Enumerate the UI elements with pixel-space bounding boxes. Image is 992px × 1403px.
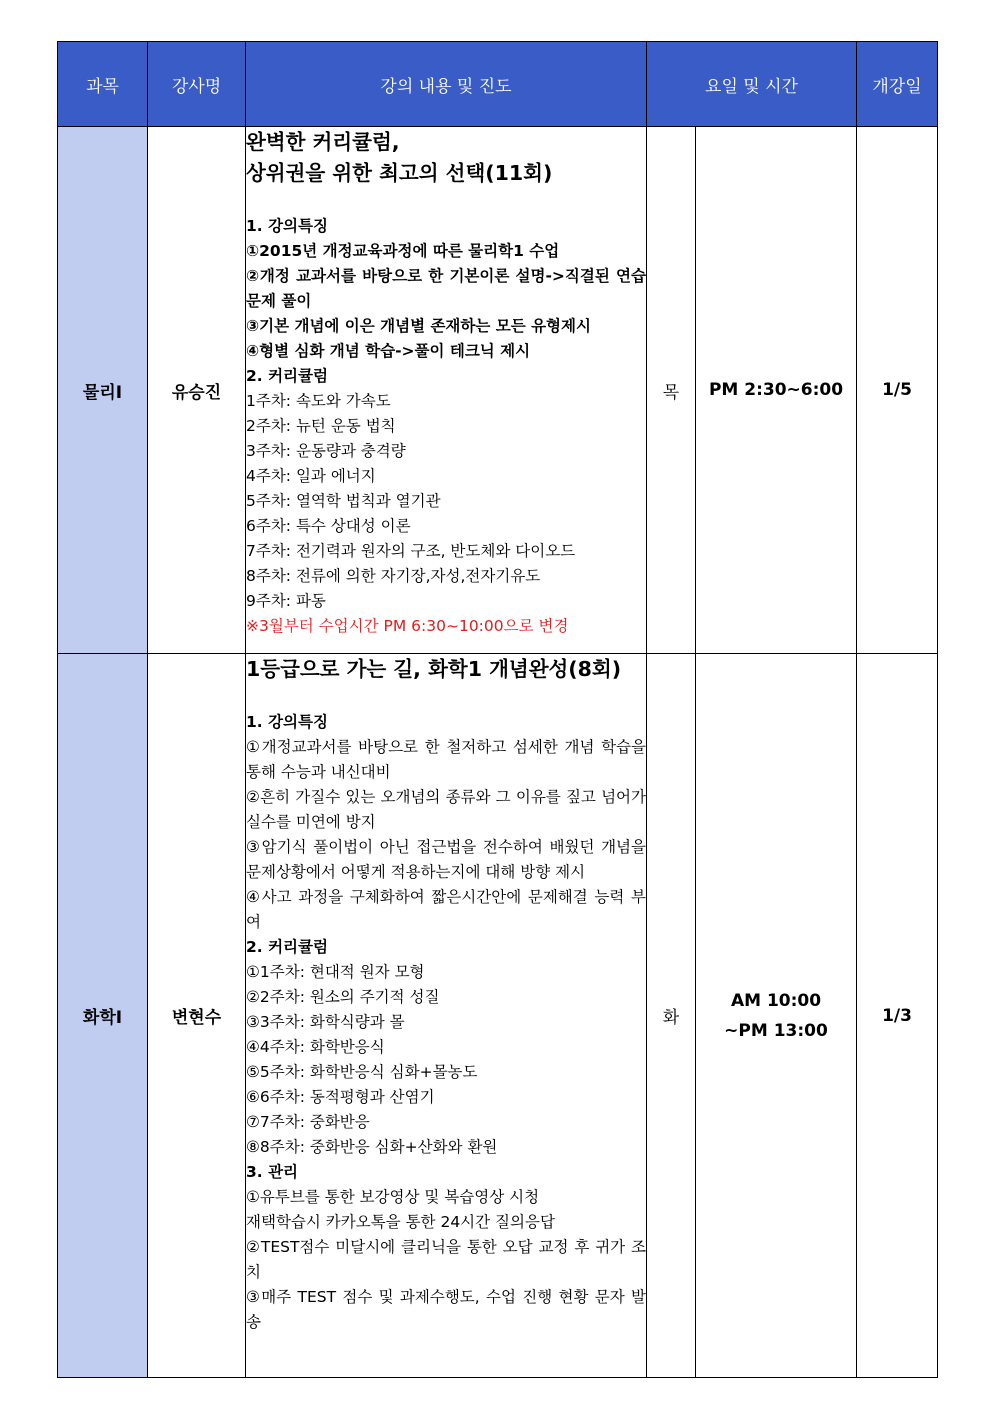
header-instructor: 강사명 [148, 42, 246, 127]
curriculum-item: 1주차: 속도와 가속도 [246, 392, 391, 410]
course-content [246, 127, 647, 654]
feature-item: ①개정교과서를 바탕으로 한 철저하고 섬세한 개념 학습을 통해 수능과 내신대비 [246, 738, 646, 781]
instructor-cell: 유승진 [148, 127, 246, 654]
features-heading: 1. 강의특징 [246, 217, 328, 235]
curriculum-item: ⑧8주차: 중화반응 심화+산화와 환원 [246, 1138, 498, 1156]
feature-item: ④형별 심화 개념 학습->풀이 테크닉 제시 [246, 342, 531, 360]
header-subject: 과목 [58, 42, 148, 127]
feature-item: ③기본 개념에 이은 개념별 존재하는 모든 유형제시 [246, 317, 591, 335]
time-line: AM 10:00 [730, 990, 822, 1011]
management-item: ②TEST점수 미달시에 클리닉을 통한 오답 교정 후 귀가 조치 [246, 1238, 646, 1281]
curriculum-item: 2주차: 뉴턴 운동 법칙 [246, 417, 396, 435]
day-cell: 목 [647, 127, 696, 654]
curriculum-item: 7주차: 전기력과 원자의 구조, 반도체와 다이오드 [246, 542, 576, 560]
curriculum-item: 9주차: 파동 [246, 592, 326, 610]
feature-item: ④사고 과정을 구체화하여 짧은시간안에 문제해결 능력 부여 [246, 888, 646, 931]
header-content: 강의 내용 및 진도 [246, 42, 647, 127]
curriculum-heading: 2. 커리큘럼 [246, 367, 328, 385]
schedule-table [57, 41, 938, 1378]
curriculum-item: ⑤5주차: 화학반응식 심화+몰농도 [246, 1063, 478, 1081]
table-row [58, 127, 938, 654]
time-line: ~PM 13:00 [724, 1020, 828, 1041]
curriculum-item: ③3주차: 화학식량과 몰 [246, 1013, 405, 1031]
features-heading: 1. 강의특징 [246, 713, 328, 731]
curriculum-item: ②2주차: 원소의 주기적 성질 [246, 988, 440, 1006]
curriculum-item: 4주차: 일과 에너지 [246, 467, 376, 485]
header-start-date: 개강일 [857, 42, 938, 127]
header-schedule: 요일 및 시간 [647, 42, 857, 127]
management-item: 재택학습시 카카오톡을 통한 24시간 질의응답 [246, 1213, 555, 1231]
subject-cell: 물리Ⅰ [58, 127, 148, 654]
curriculum-item: 8주차: 전류에 의한 자기장,자성,전자기유도 [246, 567, 541, 585]
day-cell: 화 [647, 654, 696, 1378]
start-date-cell: 1/5 [857, 127, 938, 654]
course-title-line: 완벽한 커리큘럼, [246, 130, 400, 154]
course-title: 1등급으로 가는 길, 화학1 개념완성(8회) [246, 657, 622, 681]
course-title-line: 상위권을 위한 최고의 선택(11회) [246, 161, 553, 185]
course-content [246, 654, 647, 1378]
time-line: PM 2:30~6:00 [708, 380, 844, 400]
table-row [58, 654, 938, 1378]
instructor-cell: 변현수 [148, 654, 246, 1378]
feature-item: ②흔히 가질수 있는 오개념의 종류와 그 이유를 짚고 넘어가 실수를 미연에 방지 [246, 788, 646, 831]
curriculum-item: 3주차: 운동량과 충격량 [246, 442, 406, 460]
management-item: ①유투브를 통한 보강영상 및 복습영상 시청 [246, 1188, 540, 1206]
curriculum-item: 5주차: 열역학 법칙과 열기관 [246, 492, 441, 510]
time-cell [696, 654, 857, 1378]
management-item: ③매주 TEST 점수 및 과제수행도, 수업 진행 현황 문자 발송 [246, 1288, 646, 1331]
curriculum-item: ⑥6주차: 동적평형과 산염기 [246, 1088, 435, 1106]
feature-item: ③암기식 풀이법이 아닌 접근법을 전수하여 배웠던 개념을 문제상황에서 어떻게 적용하는지에 대해 방향 제시 [246, 838, 646, 881]
feature-item: ①2015년 개정교육과정에 따른 물리학1 수업 [246, 242, 560, 260]
time-cell [696, 127, 857, 654]
curriculum-heading: 2. 커리큘럼 [246, 938, 328, 956]
feature-item: ②개정 교과서를 바탕으로 한 기본이론 설명->직결된 연습문제 풀이 [246, 267, 646, 310]
curriculum-item: ④4주차: 화학반응식 [246, 1038, 385, 1056]
start-date-cell: 1/3 [857, 654, 938, 1378]
subject-cell: 화학Ⅰ [58, 654, 148, 1378]
management-heading: 3. 관리 [246, 1163, 299, 1181]
curriculum-item: ⑦7주차: 중화반응 [246, 1113, 370, 1131]
header-row [58, 42, 938, 127]
curriculum-item: 6주차: 특수 상대성 이론 [246, 517, 411, 535]
curriculum-item: ①1주차: 현대적 원자 모형 [246, 963, 425, 981]
schedule-notice: ※3월부터 수업시간 PM 6:30~10:00으로 변경 [246, 617, 569, 635]
